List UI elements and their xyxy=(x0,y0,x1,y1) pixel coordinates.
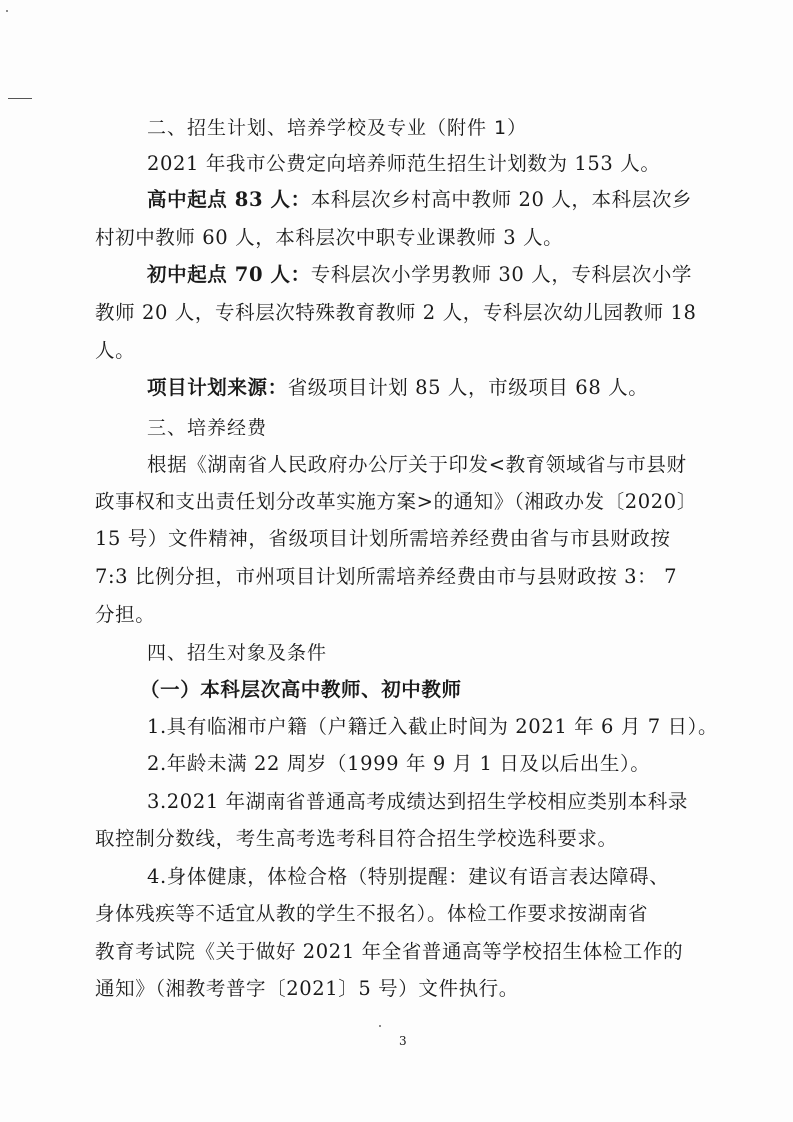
paragraph-lead: 高中起点 83 人： xyxy=(147,188,311,211)
list-item-continuation: 通知》（湘教考普字〔2021〕5 号）文件执行。 xyxy=(95,977,519,1000)
list-item: 3.2021 年湖南省普通高考成绩达到招生学校相应类别本科录 xyxy=(147,790,688,813)
section-4-heading: 四、招生对象及条件 xyxy=(147,642,328,664)
subsection-heading: （一）本科层次高中教师、初中教师 xyxy=(140,678,462,701)
paragraph-line: 15 号）文件精神，省级项目计划所需培养经费由省与市县财政按 xyxy=(95,527,671,550)
scan-artifact-dot xyxy=(379,1025,381,1027)
paragraph-line xyxy=(147,187,692,213)
list-item: 4.身体健康，体检合格（特别提醒：建议有语言表达障碍、 xyxy=(147,865,670,888)
paragraph-line: 政事权和支出责任划分改革实施方案>的通知》（湘政办发〔2020〕 xyxy=(95,490,697,513)
paragraph-line: 7:3 比例分担，市州项目计划所需培养经费由市与县财政按 3： 7 xyxy=(95,565,678,588)
paragraph-line: 人。 xyxy=(95,339,136,362)
scan-artifact-dot xyxy=(6,10,8,12)
list-item: 2.年龄未满 22 周岁（1999 年 9 月 1 日及以后出生）。 xyxy=(147,752,651,775)
page-number: 3 xyxy=(399,1034,407,1048)
paragraph-line: 分担。 xyxy=(95,603,156,626)
paragraph-lead: 项目计划来源： xyxy=(147,376,288,399)
list-item: 1.具有临湘市户籍（户籍迁入截止时间为 2021 年 6 月 7 日）。 xyxy=(147,715,719,738)
list-item-continuation: 教育考试院《关于做好 2021 年全省普通高等学校招生体检工作的 xyxy=(95,940,684,963)
paragraph-line xyxy=(147,375,648,401)
paragraph-text: 省级项目计划 85 人，市级项目 68 人。 xyxy=(287,376,649,399)
paragraph-lead: 初中起点 70 人： xyxy=(147,263,311,286)
section-3-heading: 三、培养经费 xyxy=(147,417,268,439)
paragraph-line: 根据《湖南省人民政府办公厅关于印发<教育领域省与市县财 xyxy=(147,453,687,476)
paragraph-text: 本科层次乡村高中教师 20 人，本科层次乡 xyxy=(310,188,693,211)
list-item-continuation: 取控制分数线，考生高考选考科目符合招生学校选科要求。 xyxy=(95,827,618,850)
paragraph-text: 专科层次小学男教师 30 人，专科层次小学 xyxy=(310,263,693,286)
paragraph-line: 2021 年我市公费定向培养师范生招生计划数为 153 人。 xyxy=(147,152,661,175)
paragraph-line xyxy=(147,262,692,288)
section-2-heading: 二、招生计划、培养学校及专业（附件 1） xyxy=(147,117,528,139)
scan-artifact xyxy=(8,98,32,99)
paragraph-line: 村初中教师 60 人，本科层次中职专业课教师 3 人。 xyxy=(95,226,564,249)
paragraph-line: 教师 20 人，专科层次特殊教育教师 2 人，专科层次幼儿园教师 18 xyxy=(95,301,697,324)
list-item-continuation: 身体残疾等不适宜从教的学生不报名）。体检工作要求按湖南省 xyxy=(95,902,649,925)
